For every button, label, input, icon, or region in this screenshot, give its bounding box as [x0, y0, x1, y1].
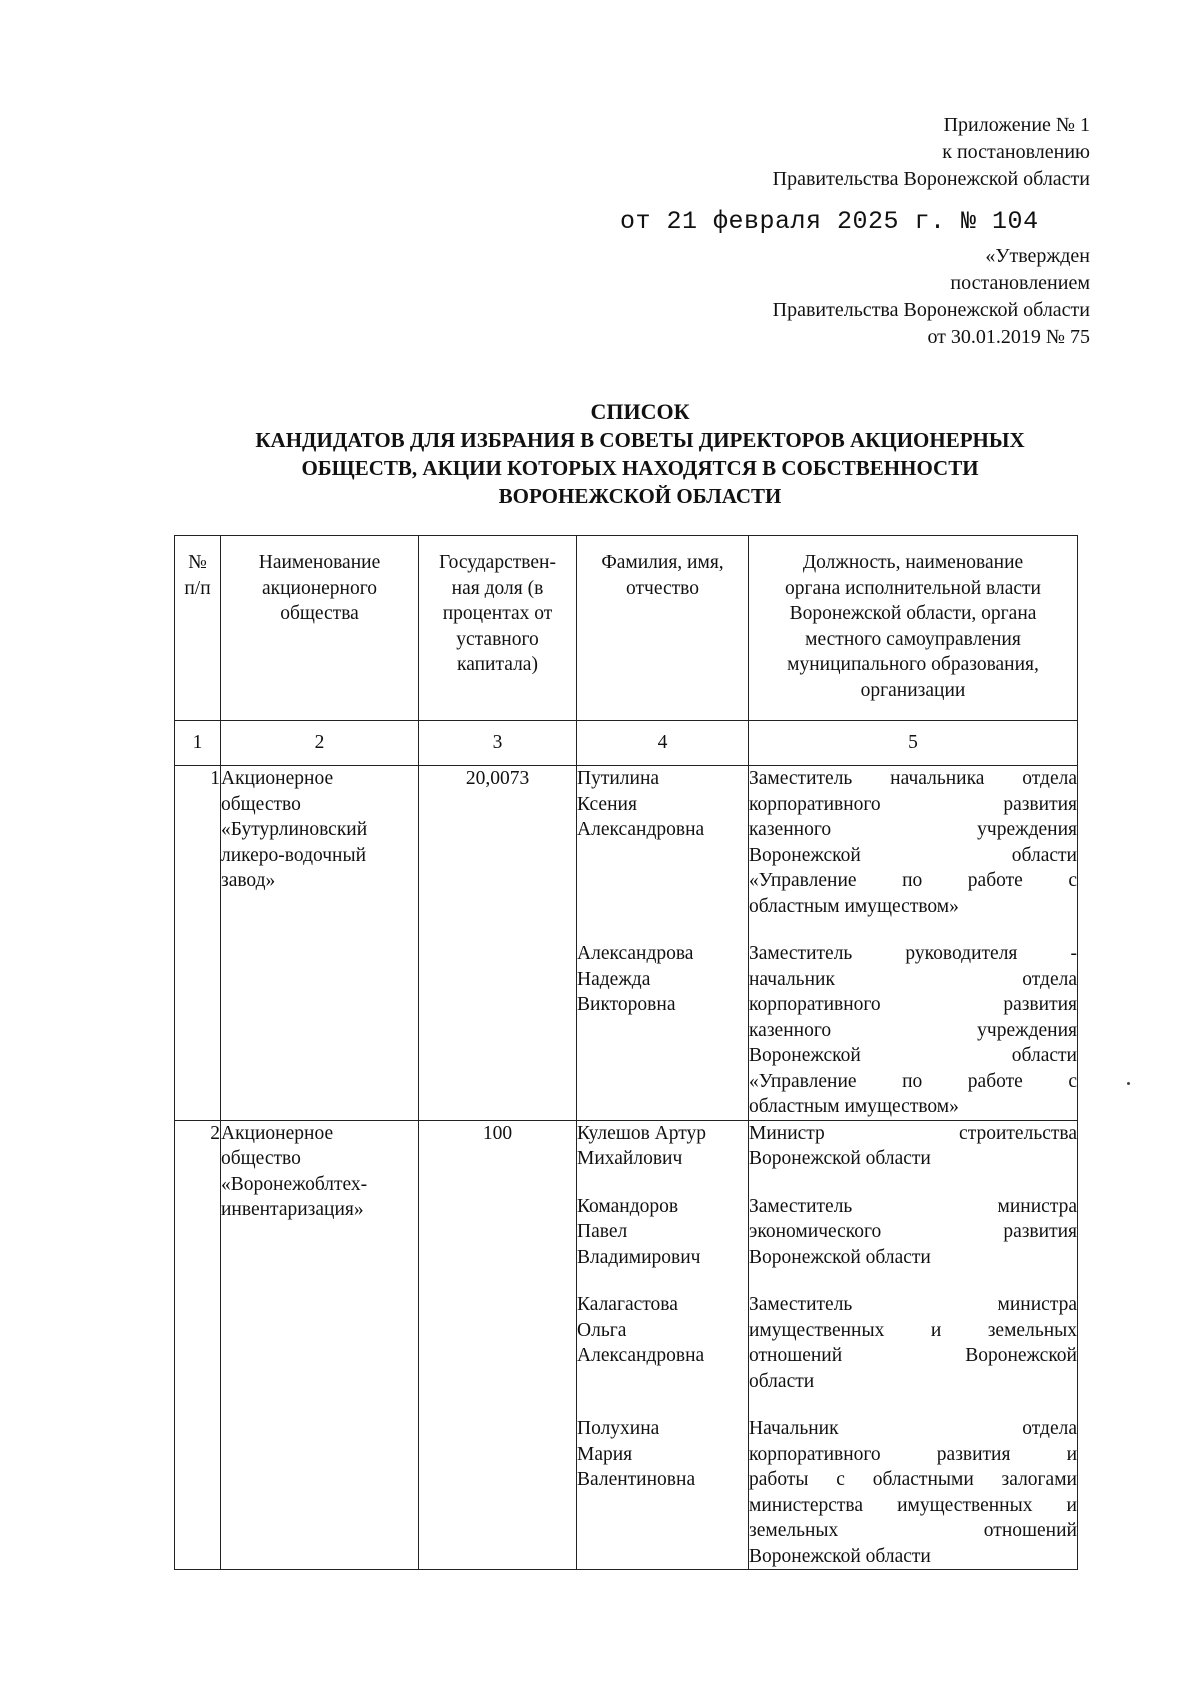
candidate-positions-cell	[749, 766, 1078, 1121]
candidate-name	[577, 1416, 748, 1569]
company-name-line: ликеро-водочный	[221, 844, 367, 866]
table-header-row	[175, 536, 1078, 721]
candidate-names-cell	[577, 766, 749, 1121]
candidate-position-line: Начальник отдела	[749, 1418, 1077, 1439]
company-name-line: «Воронежоблтех-	[221, 1173, 368, 1195]
header-text-line: отчество	[626, 577, 699, 599]
candidate-position-line: областным имуществом»	[749, 1096, 959, 1117]
header-cell-number	[175, 536, 221, 721]
company-name-line: общество	[221, 1148, 301, 1169]
header-cell-company	[221, 536, 419, 721]
candidate-name	[577, 766, 748, 941]
candidate-name-line: Павел	[577, 1221, 628, 1242]
company-name-line: Акционерное	[221, 1122, 334, 1144]
state-share-cell: 100	[419, 1120, 577, 1570]
candidate-position-line: Заместитель руководителя -	[749, 943, 1077, 964]
column-number: 4	[577, 721, 749, 766]
header-text-line: Государствен-	[439, 552, 556, 573]
candidate-position	[749, 1194, 1077, 1293]
header-text-line: общества	[280, 603, 359, 624]
candidate-position-line: Воронежской области	[749, 1148, 931, 1169]
candidate-name-line: Михайлович	[577, 1148, 683, 1169]
approved-line: постановлением	[950, 272, 1090, 294]
candidate-position	[749, 766, 1077, 941]
candidate-name-line: Валентиновна	[577, 1469, 696, 1490]
candidate-position-line: Министр строительства	[749, 1122, 1077, 1144]
header-text-line: Наименование	[258, 552, 381, 573]
header-cell-position	[749, 536, 1078, 721]
candidate-position-line: земельных отношений	[749, 1520, 1077, 1541]
header-text-line: капитала)	[457, 654, 538, 675]
approved-line: Правительства Воронежской области	[772, 299, 1090, 321]
header-text-line: акционерного	[261, 577, 378, 599]
candidate-name-line: Ксения	[577, 793, 637, 815]
header-text-line: процентах от	[442, 603, 553, 624]
table-row	[175, 1120, 1078, 1570]
candidate-position-line: «Управление по работе с	[749, 1070, 1077, 1092]
candidate-name	[577, 1194, 748, 1293]
title-line: КАНДИДАТОВ ДЛЯ ИЗБРАНИЯ В СОВЕТЫ ДИРЕКТОРОВ АКЦИОНЕРНЫХ	[255, 428, 1025, 452]
candidate-position-line: экономического развития	[749, 1221, 1077, 1242]
title-line: СПИСОК	[590, 399, 690, 424]
company-name-cell	[221, 1120, 419, 1570]
title-line: ОБЩЕСТВ, АКЦИИ КОТОРЫХ НАХОДЯТСЯ В СОБСТВЕННОСТИ	[301, 456, 979, 480]
candidate-name	[577, 1292, 748, 1416]
table-body	[175, 766, 1078, 1570]
header-text-line: п/п	[184, 577, 211, 599]
state-share-cell: 20,0073	[419, 766, 577, 1121]
candidate-position-line: области	[749, 1370, 815, 1392]
candidate-name-line: Викторовна	[577, 994, 676, 1015]
column-number: 1	[175, 721, 221, 766]
candidate-position-line: имущественных и земельных	[749, 1319, 1077, 1341]
candidate-name-line: Мария	[577, 1443, 633, 1465]
candidate-position-line: «Управление по работе с	[749, 870, 1077, 891]
row-number-cell: 1	[175, 766, 221, 1121]
candidate-position-line: Заместитель министра	[749, 1195, 1077, 1217]
candidate-position-line: Воронежской области	[749, 1045, 1077, 1066]
company-name-cell	[221, 766, 419, 1121]
candidate-position-line: корпоративного развития	[749, 793, 1077, 815]
company-name-line: инвентаризация»	[221, 1199, 364, 1220]
appendix-line: к постановлению	[942, 141, 1090, 163]
header-text-line: Должность, наименование	[802, 552, 1024, 573]
candidate-name-line: Александровна	[577, 1345, 705, 1366]
column-number-row	[175, 721, 1078, 766]
candidate-name	[577, 941, 748, 1120]
candidate-position-line: Заместитель министра	[749, 1294, 1077, 1315]
candidate-position-line: начальник отдела	[749, 968, 1077, 990]
header-text-line: Воронежской области, органа	[789, 603, 1037, 624]
candidate-position-line: корпоративного развития и	[749, 1443, 1077, 1465]
header-text-line: Фамилия, имя,	[601, 552, 724, 573]
header-text-line: органа исполнительной власти	[785, 577, 1041, 599]
table-row	[175, 766, 1078, 1121]
candidate-name-line: Ольга	[577, 1319, 627, 1341]
candidate-name-line: Путилина	[577, 768, 660, 789]
company-name-line: завод»	[221, 870, 276, 891]
candidate-name-line: Командоров	[577, 1195, 679, 1217]
candidate-name-line: Владимирович	[577, 1246, 701, 1268]
header-cell-share	[419, 536, 577, 721]
candidate-position	[749, 1121, 1077, 1194]
candidate-position-line: корпоративного развития	[749, 994, 1077, 1015]
candidate-position	[749, 941, 1077, 1120]
approved-reference	[773, 243, 1090, 351]
header-text-line: ная доля (в	[451, 577, 544, 599]
candidate-name-line: Кулешов Артур	[577, 1122, 707, 1144]
candidate-position	[749, 1416, 1077, 1569]
header-text-line: местного самоуправления	[805, 628, 1021, 650]
candidate-position-line: отношений Воронежской	[749, 1345, 1077, 1366]
column-number: 5	[749, 721, 1078, 766]
candidates-table	[174, 535, 1078, 1570]
row-number-cell: 2	[175, 1120, 221, 1570]
appendix-line: Правительства Воронежской области	[772, 168, 1090, 190]
candidate-position-line: министерства имущественных и	[749, 1494, 1077, 1516]
decree-date-stamp: от 21 февраля 2025 г. № 104	[620, 207, 1039, 236]
candidate-name-line: Калагастова	[577, 1294, 678, 1315]
approved-line: от 30.01.2019 № 75	[927, 326, 1090, 348]
candidate-name	[577, 1121, 748, 1194]
candidate-name-line: Александровна	[577, 819, 705, 840]
candidate-name-line: Полухина	[577, 1418, 660, 1439]
candidate-position-line: работы с областными залогами	[749, 1469, 1077, 1490]
candidate-names-cell	[577, 1120, 749, 1570]
header-text-line: уставного	[456, 628, 539, 650]
approved-line: «Утвержден	[985, 245, 1090, 267]
column-number: 3	[419, 721, 577, 766]
appendix-line: Приложение № 1	[943, 114, 1090, 136]
title-line: ВОРОНЕЖСКОЙ ОБЛАСТИ	[498, 484, 782, 508]
company-name-line: Акционерное	[221, 768, 334, 789]
candidate-position-line: Заместитель начальника отдела	[749, 768, 1077, 789]
candidate-name-line: Надежда	[577, 968, 651, 990]
column-number: 2	[221, 721, 419, 766]
candidate-position-line: Воронежской области	[749, 844, 1077, 866]
header-text-line: №	[188, 552, 207, 573]
candidate-position-line: казенного учреждения	[749, 819, 1077, 840]
candidate-position-line: казенного учреждения	[749, 1019, 1077, 1041]
candidate-position-line: областным имуществом»	[749, 895, 959, 917]
candidate-position-line: Воронежской области	[749, 1545, 931, 1567]
appendix-reference	[773, 112, 1090, 193]
candidate-position	[749, 1292, 1077, 1416]
candidate-positions-cell	[749, 1120, 1078, 1570]
header-text-line: организации	[860, 679, 966, 701]
company-name-line: «Бутурлиновский	[221, 819, 368, 840]
candidate-position-line: Воронежской области	[749, 1246, 931, 1268]
header-text-line: муниципального образования,	[787, 654, 1039, 675]
scan-speck	[1127, 1082, 1130, 1085]
candidate-name-line: Александрова	[577, 943, 694, 964]
header-cell-name	[577, 536, 749, 721]
document-title	[160, 398, 1120, 510]
company-name-line: общество	[221, 793, 301, 815]
